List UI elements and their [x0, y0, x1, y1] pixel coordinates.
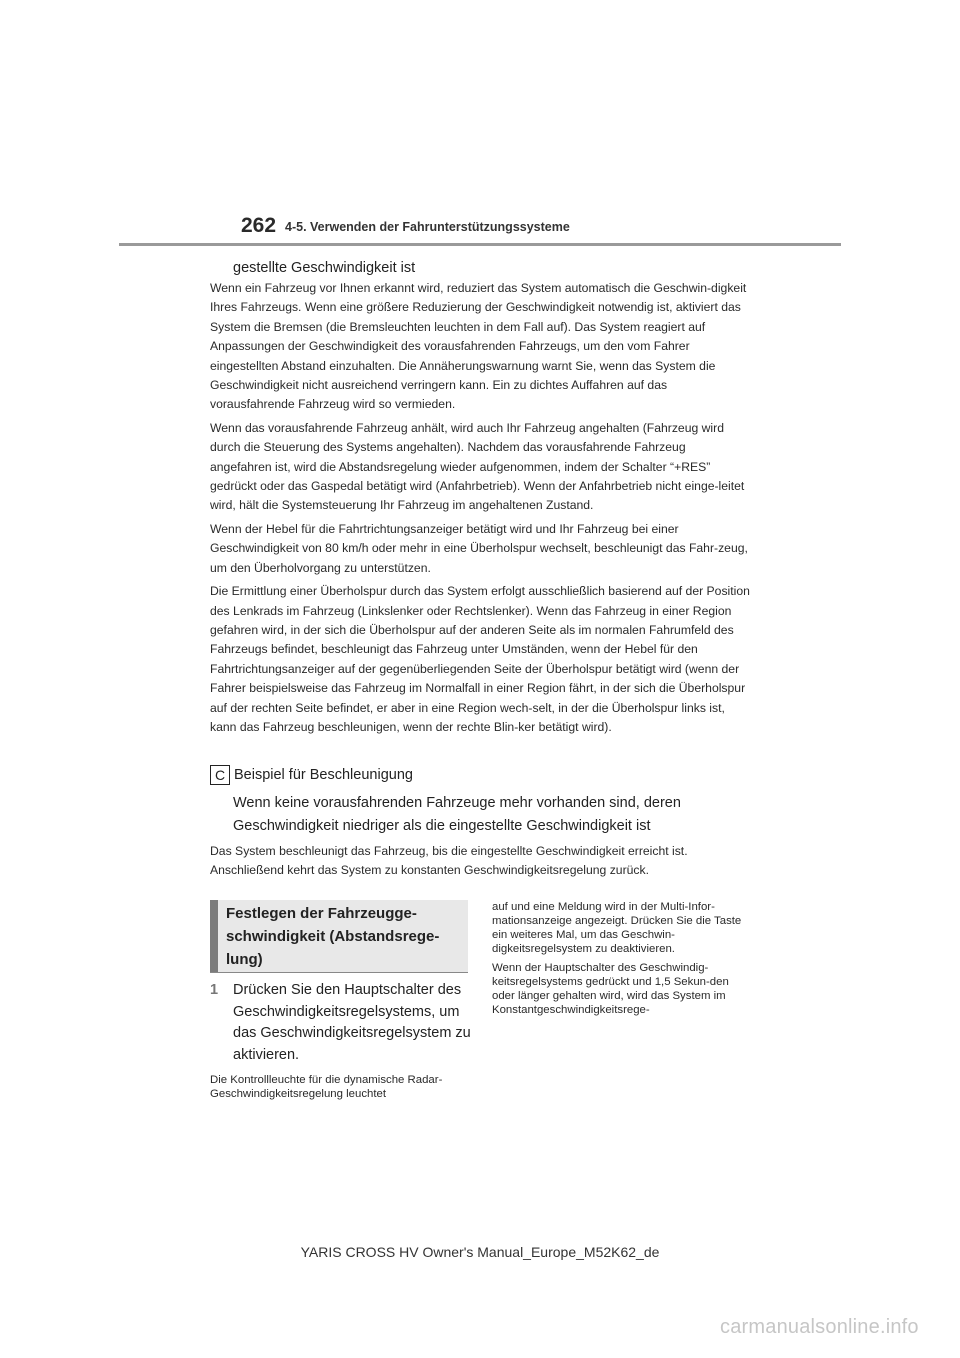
- section-heading: Festlegen der Fahrzeugge-schwindigkeit (Abstandsrege-lung): [226, 905, 440, 968]
- intro-heading: gestellte Geschwindigkeit ist: [233, 260, 416, 276]
- watermark: carmanualsonline.info: [720, 1316, 919, 1338]
- main-paragraphs: [210, 279, 750, 741]
- section-heading-box: [210, 900, 468, 972]
- right-paragraph-hold: Wenn der Hauptschalter des Geschwindig-keitsregelsystems gedrückt und 1,5 Sekun-den oder länger gehalten wird, wird das System im Konstantgeschwindigkeitsrege-: [492, 962, 729, 1016]
- paragraph-overtaking: Wenn der Hebel für die Fahrtrichtungsanzeiger betätigt wird und Ihr Fahrzeug bei einer Geschwindigkeit von 80 km/h oder mehr in eine Überholspur wechselt, beschleunigt das Fahr-zeug, um den Überholvorgang zu unterstützen.: [210, 521, 748, 575]
- paragraph-speed-reduction: Wenn ein Fahrzeug vor Ihnen erkannt wird, reduziert das System automatisch die Geschwin-digkeit Ihres Fahrzeugs. Wenn eine größere Reduzierung der Geschwindigkeit notwendig ist, aktiviert das System die Bremsen (die Bremsleuchten leuchten in dem Fall auf). Das System reagiert auf Anpassungen der Geschwindigkeit des vorausfahrenden Fahrzeugs, um den vom Fahrer eingestellten Abstand einzuhalten. Die Annäherungswarnung warnt Sie, wenn das System die Geschwindigkeit nicht ausreichend verringern kann. Ein zu dichtes Auffahren auf das vorausfahrende Fahrzeug wird so vermieden.: [210, 281, 747, 412]
- right-paragraph-message: auf und eine Meldung wird in der Multi-Infor-mationsanzeige angezeigt. Drücken Sie die Taste ein weiteres Mal, um das Geschwin-digkeitsregelsystem zu deaktivieren.: [492, 901, 742, 955]
- footer-text: YARIS CROSS HV Owner's Manual_Europe_M52K62_de: [300, 1244, 660, 1260]
- example-condition: Wenn keine vorausfahrenden Fahrzeuge mehr vorhanden sind, deren Geschwindigkeit niedriger als die eingestellte Geschwindigkeit ist: [233, 795, 681, 834]
- example-body: Das System beschleunigt das Fahrzeug, bis die eingestellte Geschwindigkeit erreicht ist. Anschließend kehrt das System zu konstanten Geschwindigkeitsregelung zurück.: [210, 844, 688, 877]
- example-label: Beispiel für Beschleunigung: [234, 767, 413, 783]
- step-text: Drücken Sie den Hauptschalter des Geschwindigkeitsregelsystems, um das Geschwindigkeitsregelsystem zu aktivieren.: [233, 982, 471, 1063]
- section-heading-rule: [210, 972, 468, 973]
- paragraph-stop-and-go: Wenn das vorausfahrende Fahrzeug anhält, wird auch Ihr Fahrzeug angehalten (Fahrzeug wird durch die Steuerung des Systems angehalten). Nachdem das vorausfahrende Fahrzeug angefahren ist, wird die Abstandsregelung wieder aufgenommen, indem der Schalter “+RES” gedrückt oder das Gaspedal betätigt wird (Anfahrbetrieb). Wenn der Anfahrbetrieb nicht einge-leitet wird, hält die Systemsteuerung Ihr Fahrzeug im angehaltenen Zustand.: [210, 420, 745, 513]
- step-number: 1: [210, 982, 219, 998]
- right-column: [492, 900, 754, 1022]
- paragraph-overtaking-lane: Die Ermittlung einer Überholspur durch das System erfolgt ausschließlich basierend auf der Position des Lenkrads im Fahrzeug (Linkslenker oder Rechtslenker). Wenn das Fahrzeug in einer Region gefahren wird, in der sich die Überholspur auf der anderen Seite als im normalen Fahrumfeld des Fahrzeugs befindet, beschleunigt das Fahrzeug unter Umständen, wenn der Hebel für den Fahrtrichtungsanzeiger auf der gegenüberliegenden Seite der Überholspur betätigt wird (wenn der Fahrer beispielsweise das Fahrzeug im Normalfall in einer Region fährt, in der sich die Überholspur auf der rechten Seite befindet, er aber in eine Region wech-selt, in der die Überholspur links ist, kann das Fahrzeug beschleunigen, wenn der rechte Blin-ker betätigt wird).: [210, 584, 750, 734]
- page-number: 262: [241, 214, 277, 237]
- example-marker: C: [210, 765, 230, 785]
- header-divider: [119, 243, 841, 246]
- section-title: 4-5. Verwenden der Fahrunterstützungssysteme: [285, 220, 570, 234]
- step-note: Die Kontrollleuchte für die dynamische Radar-Geschwindigkeitsregelung leuchtet: [210, 1074, 443, 1100]
